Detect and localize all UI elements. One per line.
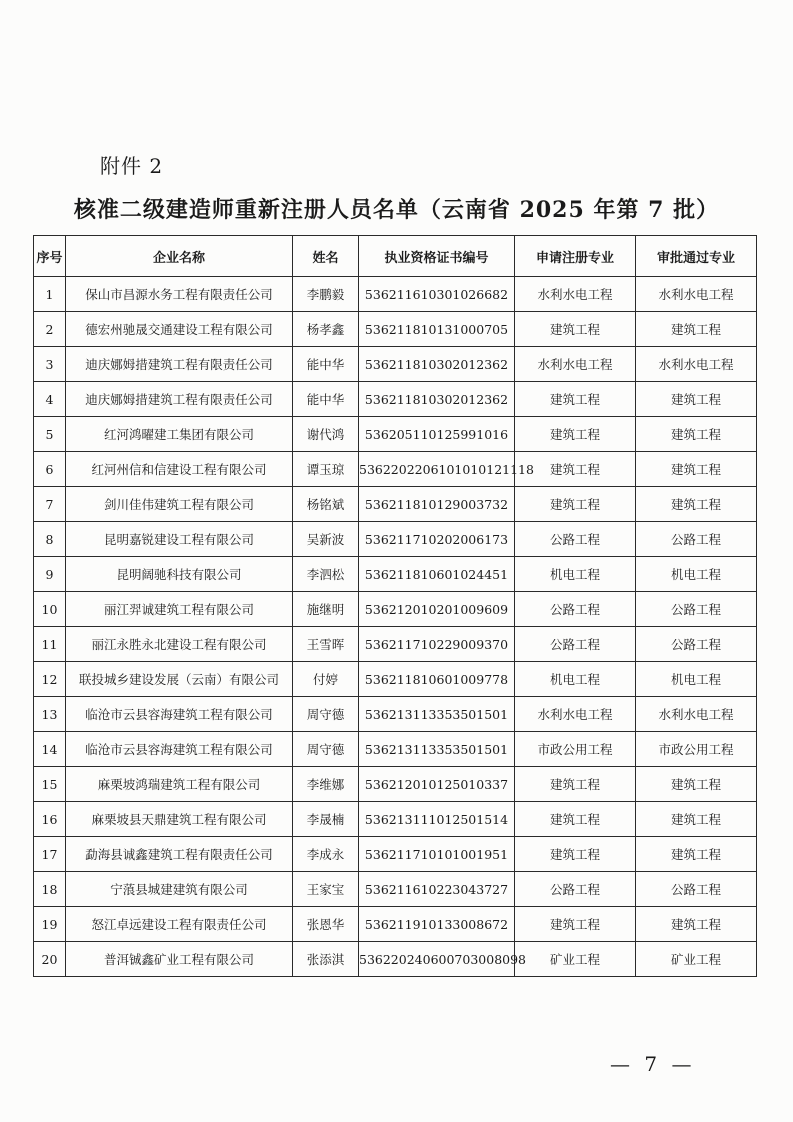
table-row bbox=[34, 277, 757, 312]
serial-cell: 1 bbox=[34, 277, 66, 312]
certificate-cell: 536211910133008672 bbox=[359, 907, 515, 942]
approved-specialty-cell: 水利水电工程 bbox=[636, 277, 757, 312]
serial-cell: 4 bbox=[34, 382, 66, 417]
company-cell: 昆明阔驰科技有限公司 bbox=[66, 557, 293, 592]
certificate-cell: 536211610301026682 bbox=[359, 277, 515, 312]
name-cell: 王雪晖 bbox=[293, 627, 359, 662]
table-header-row bbox=[34, 236, 757, 277]
applied-specialty-cell: 矿业工程 bbox=[515, 942, 636, 977]
certificate-cell: 536211810302012362 bbox=[359, 347, 515, 382]
serial-cell: 19 bbox=[34, 907, 66, 942]
approved-specialty-cell: 建筑工程 bbox=[636, 907, 757, 942]
approved-specialty-cell: 公路工程 bbox=[636, 592, 757, 627]
header-approved-specialty: 审批通过专业 bbox=[636, 236, 757, 277]
applied-specialty-cell: 建筑工程 bbox=[515, 487, 636, 522]
table-row bbox=[34, 732, 757, 767]
name-cell: 张添淇 bbox=[293, 942, 359, 977]
approved-specialty-cell: 水利水电工程 bbox=[636, 697, 757, 732]
approved-specialty-cell: 公路工程 bbox=[636, 522, 757, 557]
name-cell: 李成永 bbox=[293, 837, 359, 872]
approved-specialty-cell: 建筑工程 bbox=[636, 382, 757, 417]
name-cell: 杨铭斌 bbox=[293, 487, 359, 522]
serial-cell: 7 bbox=[34, 487, 66, 522]
company-cell: 宁蒗县城建建筑有限公司 bbox=[66, 872, 293, 907]
certificate-cell: 536211710101001951 bbox=[359, 837, 515, 872]
applied-specialty-cell: 水利水电工程 bbox=[515, 277, 636, 312]
applied-specialty-cell: 建筑工程 bbox=[515, 382, 636, 417]
company-cell: 剑川佳伟建筑工程有限公司 bbox=[66, 487, 293, 522]
table-row bbox=[34, 382, 757, 417]
company-cell: 德宏州驰晟交通建设工程有限公司 bbox=[66, 312, 293, 347]
approved-specialty-cell: 建筑工程 bbox=[636, 487, 757, 522]
name-cell: 能中华 bbox=[293, 347, 359, 382]
approved-specialty-cell: 建筑工程 bbox=[636, 417, 757, 452]
certificate-cell: 536211710229009370 bbox=[359, 627, 515, 662]
serial-cell: 3 bbox=[34, 347, 66, 382]
approved-specialty-cell: 建筑工程 bbox=[636, 767, 757, 802]
certificate-cell: 536212010201009609 bbox=[359, 592, 515, 627]
approved-specialty-cell: 公路工程 bbox=[636, 627, 757, 662]
table-row bbox=[34, 522, 757, 557]
applied-specialty-cell: 建筑工程 bbox=[515, 767, 636, 802]
applied-specialty-cell: 建筑工程 bbox=[515, 417, 636, 452]
serial-cell: 14 bbox=[34, 732, 66, 767]
certificate-cell: 536220240600703008098 bbox=[359, 942, 515, 977]
applied-specialty-cell: 市政公用工程 bbox=[515, 732, 636, 767]
approved-specialty-cell: 公路工程 bbox=[636, 872, 757, 907]
company-cell: 临沧市云县容海建筑工程有限公司 bbox=[66, 732, 293, 767]
name-cell: 李晟楠 bbox=[293, 802, 359, 837]
name-cell: 吴新波 bbox=[293, 522, 359, 557]
company-cell: 迪庆娜姆措建筑工程有限责任公司 bbox=[66, 382, 293, 417]
company-cell: 红河州信和信建设工程有限公司 bbox=[66, 452, 293, 487]
table-row bbox=[34, 592, 757, 627]
header-certificate: 执业资格证书编号 bbox=[359, 236, 515, 277]
table-body bbox=[34, 277, 757, 977]
serial-cell: 10 bbox=[34, 592, 66, 627]
approved-specialty-cell: 建筑工程 bbox=[636, 837, 757, 872]
name-cell: 施继明 bbox=[293, 592, 359, 627]
applied-specialty-cell: 建筑工程 bbox=[515, 312, 636, 347]
name-cell: 谭玉琼 bbox=[293, 452, 359, 487]
certificate-cell: 536211810129003732 bbox=[359, 487, 515, 522]
name-cell: 能中华 bbox=[293, 382, 359, 417]
name-cell: 王家宝 bbox=[293, 872, 359, 907]
header-name: 姓名 bbox=[293, 236, 359, 277]
serial-cell: 18 bbox=[34, 872, 66, 907]
table-row bbox=[34, 697, 757, 732]
name-cell: 谢代鸿 bbox=[293, 417, 359, 452]
certificate-cell: 536213111012501514 bbox=[359, 802, 515, 837]
serial-cell: 9 bbox=[34, 557, 66, 592]
company-cell: 麻栗坡鸿瑞建筑工程有限公司 bbox=[66, 767, 293, 802]
table-row bbox=[34, 557, 757, 592]
serial-cell: 20 bbox=[34, 942, 66, 977]
table-row bbox=[34, 872, 757, 907]
serial-cell: 5 bbox=[34, 417, 66, 452]
approved-specialty-cell: 机电工程 bbox=[636, 662, 757, 697]
approved-specialty-cell: 建筑工程 bbox=[636, 802, 757, 837]
applied-specialty-cell: 建筑工程 bbox=[515, 452, 636, 487]
registration-table bbox=[33, 235, 757, 977]
company-cell: 昆明嘉锐建设工程有限公司 bbox=[66, 522, 293, 557]
name-cell: 周守德 bbox=[293, 697, 359, 732]
company-cell: 迪庆娜姆措建筑工程有限责任公司 bbox=[66, 347, 293, 382]
table-row bbox=[34, 487, 757, 522]
certificate-cell: 536213113353501501 bbox=[359, 732, 515, 767]
name-cell: 李鹏毅 bbox=[293, 277, 359, 312]
attachment-label: 附件 2 bbox=[100, 154, 164, 178]
table-row bbox=[34, 767, 757, 802]
table-row bbox=[34, 417, 757, 452]
approved-specialty-cell: 建筑工程 bbox=[636, 312, 757, 347]
company-cell: 临沧市云县容海建筑工程有限公司 bbox=[66, 697, 293, 732]
name-cell: 李维娜 bbox=[293, 767, 359, 802]
page-number: — 7 — bbox=[610, 1052, 696, 1076]
applied-specialty-cell: 水利水电工程 bbox=[515, 347, 636, 382]
name-cell: 周守德 bbox=[293, 732, 359, 767]
applied-specialty-cell: 机电工程 bbox=[515, 557, 636, 592]
certificate-cell: 536213113353501501 bbox=[359, 697, 515, 732]
serial-cell: 2 bbox=[34, 312, 66, 347]
certificate-cell: 536205110125991016 bbox=[359, 417, 515, 452]
company-cell: 保山市昌源水务工程有限责任公司 bbox=[66, 277, 293, 312]
approved-specialty-cell: 建筑工程 bbox=[636, 452, 757, 487]
table-row bbox=[34, 312, 757, 347]
applied-specialty-cell: 建筑工程 bbox=[515, 802, 636, 837]
company-cell: 联投城乡建设发展（云南）有限公司 bbox=[66, 662, 293, 697]
approved-specialty-cell: 矿业工程 bbox=[636, 942, 757, 977]
document-title: 核准二级建造师重新注册人员名单（云南省 2025 年第 7 批） bbox=[73, 197, 720, 223]
applied-specialty-cell: 公路工程 bbox=[515, 627, 636, 662]
name-cell: 杨孝鑫 bbox=[293, 312, 359, 347]
certificate-cell: 5362202206101010121118 bbox=[359, 452, 515, 487]
company-cell: 普洱铖鑫矿业工程有限公司 bbox=[66, 942, 293, 977]
serial-cell: 16 bbox=[34, 802, 66, 837]
table-row bbox=[34, 837, 757, 872]
company-cell: 怒江卓远建设工程有限责任公司 bbox=[66, 907, 293, 942]
certificate-cell: 536211610223043727 bbox=[359, 872, 515, 907]
certificate-cell: 536211810302012362 bbox=[359, 382, 515, 417]
company-cell: 红河鸿曜建工集团有限公司 bbox=[66, 417, 293, 452]
company-cell: 麻栗坡县天鼎建筑工程有限公司 bbox=[66, 802, 293, 837]
table-row bbox=[34, 942, 757, 977]
company-cell: 丽江羿诚建筑工程有限公司 bbox=[66, 592, 293, 627]
table-row bbox=[34, 802, 757, 837]
applied-specialty-cell: 公路工程 bbox=[515, 522, 636, 557]
applied-specialty-cell: 机电工程 bbox=[515, 662, 636, 697]
table-row bbox=[34, 627, 757, 662]
serial-cell: 11 bbox=[34, 627, 66, 662]
table-row bbox=[34, 662, 757, 697]
certificate-cell: 536211810601024451 bbox=[359, 557, 515, 592]
name-cell: 李泗松 bbox=[293, 557, 359, 592]
serial-cell: 13 bbox=[34, 697, 66, 732]
approved-specialty-cell: 市政公用工程 bbox=[636, 732, 757, 767]
name-cell: 张恩华 bbox=[293, 907, 359, 942]
name-cell: 付婷 bbox=[293, 662, 359, 697]
serial-cell: 6 bbox=[34, 452, 66, 487]
applied-specialty-cell: 建筑工程 bbox=[515, 907, 636, 942]
serial-cell: 15 bbox=[34, 767, 66, 802]
header-applied-specialty: 申请注册专业 bbox=[515, 236, 636, 277]
serial-cell: 12 bbox=[34, 662, 66, 697]
certificate-cell: 536211710202006173 bbox=[359, 522, 515, 557]
table-row bbox=[34, 452, 757, 487]
applied-specialty-cell: 建筑工程 bbox=[515, 837, 636, 872]
table-row bbox=[34, 347, 757, 382]
company-cell: 勐海县诚鑫建筑工程有限责任公司 bbox=[66, 837, 293, 872]
applied-specialty-cell: 公路工程 bbox=[515, 872, 636, 907]
certificate-cell: 536212010125010337 bbox=[359, 767, 515, 802]
applied-specialty-cell: 水利水电工程 bbox=[515, 697, 636, 732]
table-row bbox=[34, 907, 757, 942]
approved-specialty-cell: 水利水电工程 bbox=[636, 347, 757, 382]
header-serial: 序号 bbox=[34, 236, 66, 277]
serial-cell: 8 bbox=[34, 522, 66, 557]
header-company: 企业名称 bbox=[66, 236, 293, 277]
approved-specialty-cell: 机电工程 bbox=[636, 557, 757, 592]
certificate-cell: 536211810601009778 bbox=[359, 662, 515, 697]
serial-cell: 17 bbox=[34, 837, 66, 872]
applied-specialty-cell: 公路工程 bbox=[515, 592, 636, 627]
certificate-cell: 536211810131000705 bbox=[359, 312, 515, 347]
company-cell: 丽江永胜永北建设工程有限公司 bbox=[66, 627, 293, 662]
